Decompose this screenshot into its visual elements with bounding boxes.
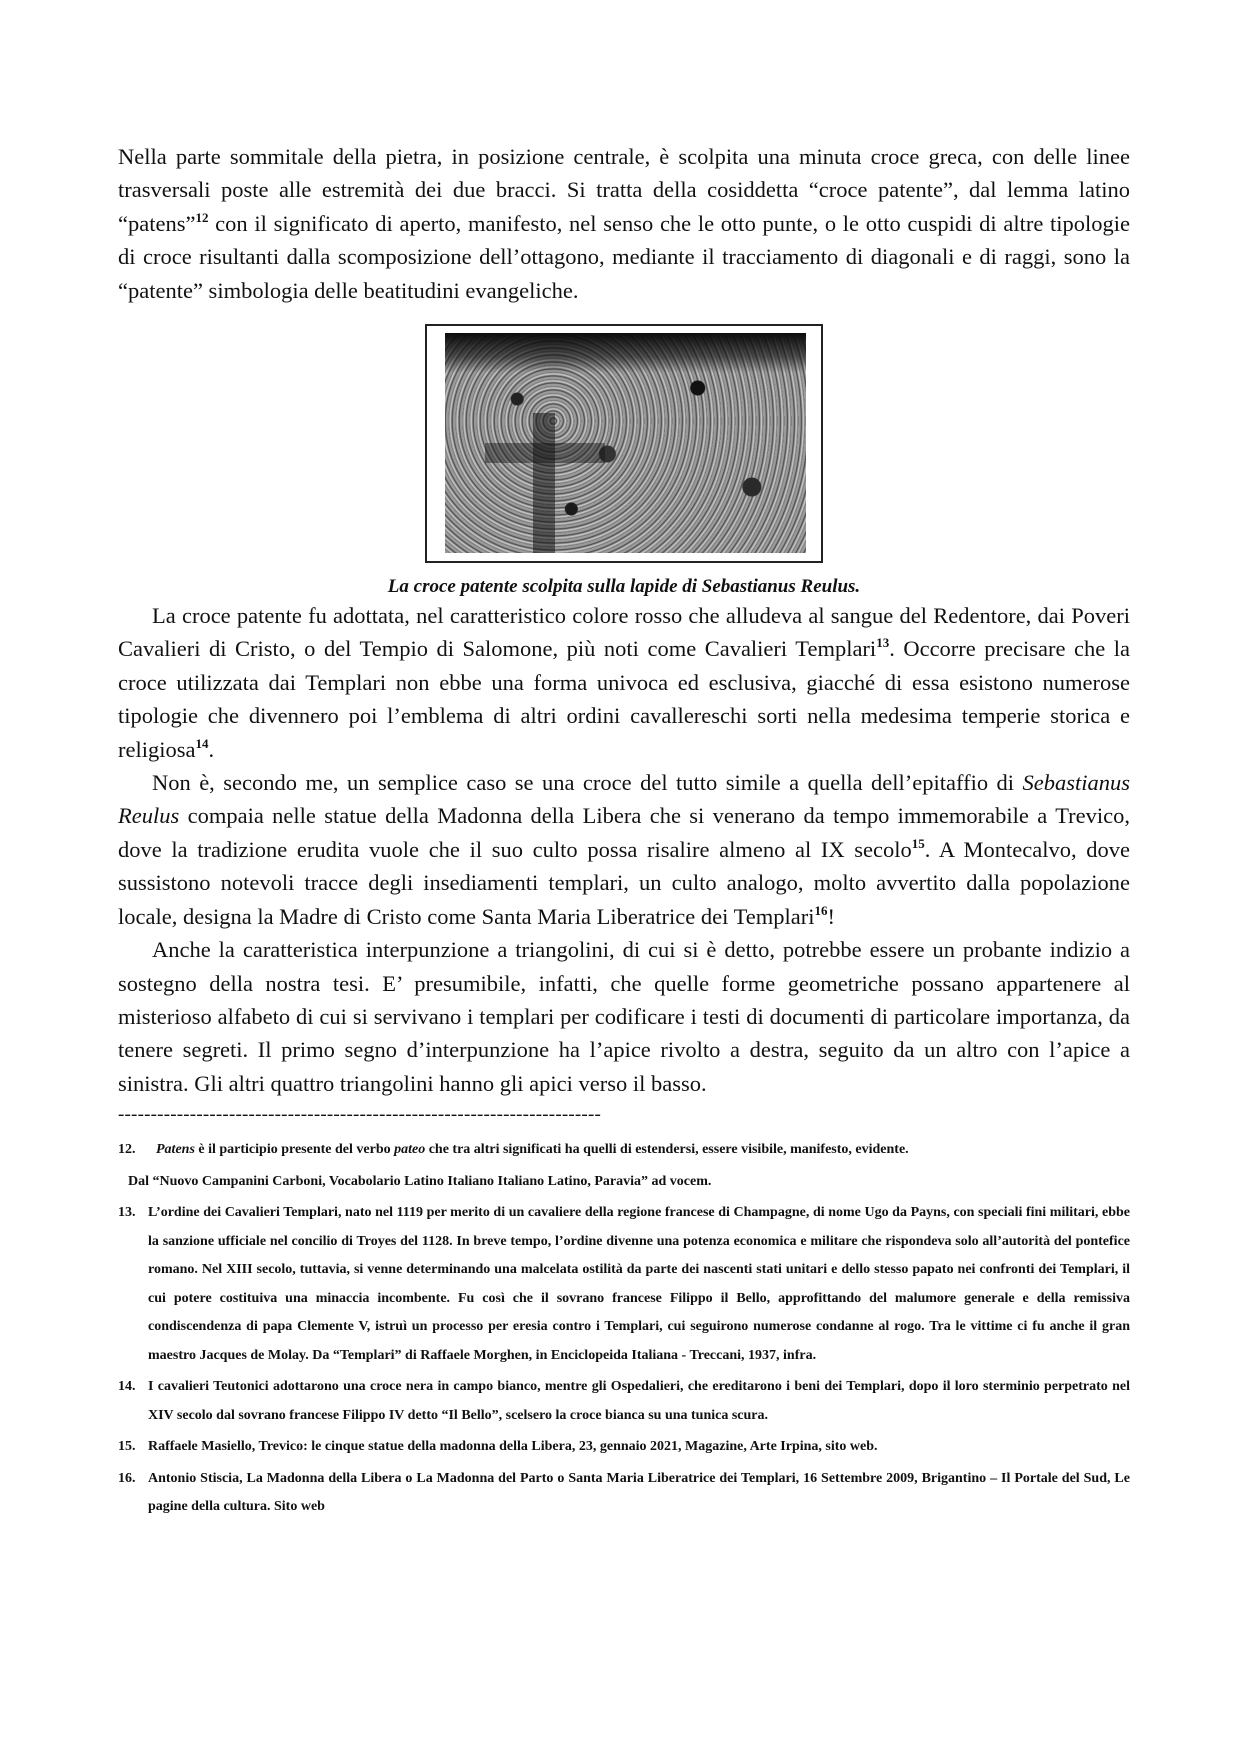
footnote-14	[118, 1373, 1130, 1430]
stone-edge-shadow	[445, 333, 806, 373]
footnote-number: 13.	[118, 1205, 136, 1221]
footnote-12	[118, 1136, 1130, 1165]
cross-vertical-arm	[533, 413, 555, 553]
figure-caption: La croce patente scolpita sulla lapide di Sebastianus Reulus.	[387, 576, 861, 598]
footnote-16	[118, 1465, 1130, 1522]
footnote-text	[148, 1136, 1130, 1165]
footnote-text: I cavalieri Teutonici adottarono una croce nera in campo bianco, mentre gli Ospedalieri, che ereditarono i beni dei Templari, dopo il loro sterminio perpetrato nel XIV secolo dal sovrano francese Filippo IV detto “Il Bello”, scelsero la croce bianca su una tunica scura.	[148, 1379, 1130, 1423]
footnote-text-part: è il participio presente del verbo	[194, 1142, 395, 1158]
paragraph-interpunzione: Anche la caratteristica interpunzione a triangolini, di cui si è detto, potrebbe essere un probante indizio a sostegno della nostra tesi. E’ presumibile, infatti, che quelle forme geometriche possano appartenere al misterioso alfabeto di cui si servivano i templari per codificare i testi di documenti di particolare importanza, da tenere segreti. Il primo segno d’interpunzione ha l’apice rivolto a destra, seguito da un altro con l’apice a sinistra. Gli altri quattro triangolini hanno gli apici verso il basso.	[118, 937, 1130, 1096]
footnote-ref-13[interactable]: 13	[876, 635, 890, 651]
paragraph-text: . A Montecalvo, dove sussistono notevoli tracce degli insediamenti templari, un culto analogo, molto avvertito dalla popolazione locale, designa la Madre di Cristo come Santa Maria Liberatrice dei Templari	[118, 836, 1130, 929]
footnote-ref-15[interactable]: 15	[911, 835, 925, 851]
footnote-12-continuation: Dal “Nuovo Campanini Carboni, Vocabolario Latino Italiano Italiano Latino, Paravia” ad vocem.	[128, 1173, 712, 1189]
cross-horizontal-arm	[485, 443, 605, 463]
italic-name: Sebastianus Reulus	[118, 770, 1130, 829]
footnotes	[118, 1136, 1130, 1522]
paragraph-text: .	[208, 736, 215, 762]
footnote-text: Raffaele Masiello, Trevico: le cinque statue della madonna della Libera, 23, gennaio 2021, Magazine, Arte Irpina, sito web.	[148, 1439, 878, 1455]
footnote-text-part: che tra altri significati ha quelli di estendersi, essere visibile, manifesto, evidente.	[425, 1142, 909, 1158]
paragraph-text: Non è, secondo me, un semplice caso se una croce del tutto simile a quella dell’epitaffio di	[152, 770, 1023, 796]
paragraph-text: . Occorre precisare che la croce utilizzata dai Templari non ebbe una forma univoca ed esclusiva, giacché di essa esistono numerose tipologie che divennero poi l’emblema di altri ordini cavallereschi sorti nella medesima temperie storica e religiosa	[118, 636, 1131, 762]
footnote-text: Antonio Stiscia, La Madonna della Libera o La Madonna del Parto o Santa Maria Liberatrice dei Templari, 16 Settembre 2009, Brigantino – Il Portale del Sud, Le pagine della cultura. Sito web	[148, 1470, 1130, 1515]
stone-texture	[445, 333, 806, 553]
stone-cross-image	[425, 324, 823, 563]
footnote-ref-16[interactable]: 16	[814, 902, 828, 918]
footnote-number: 16.	[118, 1470, 136, 1486]
footnote-text: L’ordine dei Cavalieri Templari, nato nel 1119 per merito di un cavaliere della regione francese di Champagne, di nome Ugo da Payns, con speciali fini militari, ebbe la sanzione ufficiale nel concilio di Troyes del 1128. In breve tempo, l’ordine divenne una potenza economica e militare che rispondeva solo all’autorità del pontefice romano. Nel XIII secolo, tuttavia, si venne determinando una malcelata ostilità da parte dei nascenti stati unitari e dello stesso papato nei confronti dei Templari, il cui potere costituiva una minaccia incombente. Fu così che il sovrano francese Filippo il Bello, approfittando del malumore generale e della remissiva condiscendenza di papa Clemente V, istruì un processo per eresia contro i Templari, cui seguirono numerose condanne al rogo. Tra le vittime ci fu anche il gran maestro Jacques de Molay. Da “Templari” di Raffaele Morghen, in Enciclopeida Italiana - Treccani, 1937, infra.	[148, 1205, 1130, 1363]
footnote-15	[118, 1433, 1130, 1462]
paragraph-text: Nella parte sommitale della pietra, in posizione centrale, è scolpita una minuta croce greca, con delle linee trasversali poste alle estremità dei due bracci. Si tratta della cosiddetta “croce patente”, dal lemma latino “patens”	[118, 144, 1130, 236]
paragraph-text: con il significato di aperto, manifesto, nel senso che le otto punte, o le otto cuspidi di altre tipologie di croce risultanti dalla scomposizione dell’ottagono, mediante il tracciamento di diagonali e di raggi, sono la “patente” simbologia delle beatitudini evangeliche.	[118, 210, 1130, 303]
paragraph-croce-templari	[118, 599, 1130, 766]
italic-term: pateo	[394, 1142, 426, 1158]
footnote-13	[118, 1199, 1130, 1370]
italic-term: Patens	[156, 1142, 195, 1158]
footnote-number: 12.	[118, 1142, 136, 1158]
document-page	[118, 140, 1130, 1525]
footnote-number: 14.	[118, 1379, 136, 1395]
paragraph-text: !	[827, 903, 836, 929]
footnote-separator: --------------------------------------------------------------------------	[118, 1104, 602, 1126]
footnote-number: 15.	[118, 1439, 136, 1455]
footnote-ref-14[interactable]: 14	[195, 735, 209, 751]
paragraph-text: compaia nelle statue della Madonna della Libera che si venerano da tempo immemorabile a Trevico, dove la tradizione erudita vuole che il suo culto possa risalire almeno al IX secolo	[118, 803, 1130, 862]
paragraph-croce-greca	[118, 140, 1130, 307]
footnote-ref-12[interactable]: 12	[195, 209, 209, 225]
paragraph-text: La croce patente fu adottata, nel caratteristico colore rosso che alludeva al sangue del Redentore, dai Poveri Cavalieri di Cristo, o del Tempio di Salomone, più noti come Cavalieri Templari	[118, 603, 1130, 662]
paragraph-madonna-libera	[118, 766, 1130, 933]
